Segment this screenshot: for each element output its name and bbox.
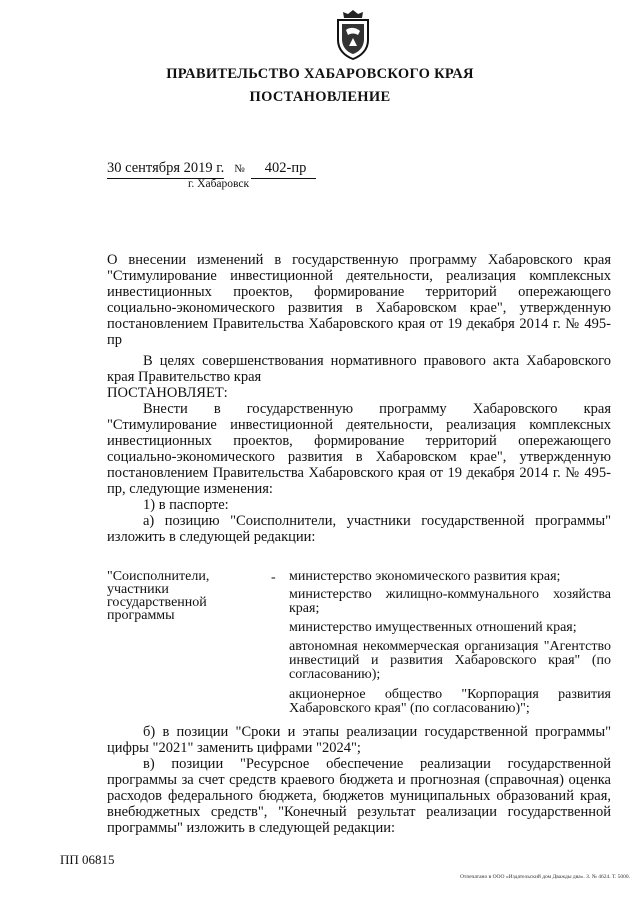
item-a: а) позицию "Соисполнители, участники государственной программы" изложить в следующей редакции: bbox=[107, 513, 611, 545]
table-left-label: "Соисполнители, участники государственной программы bbox=[107, 569, 210, 623]
item-b: б) в позиции "Сроки и этапы реализации государственной программы" цифры "2021" заменить цифрами "2024"; bbox=[107, 724, 611, 756]
main-paragraph: Внести в государственную программу Хабаровского края "Стимулирование инвестиционной деятельности, реализация комплексных инвестиционных проектов, формирование территорий опережающего социально-экономического развития в Хабаровском крае", утвержденную постановлением Правительства Хабаровского края от 19 декабря 2014 г. № 495-пр, следующие изменения: bbox=[107, 401, 611, 497]
document-city: г. Хабаровск bbox=[188, 178, 250, 190]
document-date: 30 сентября 2019 г. bbox=[107, 160, 224, 179]
number-sign: № bbox=[234, 163, 245, 175]
table-right-item: акционерное общество "Корпорация развития Хабаровского края" (по согласованию)"; bbox=[289, 687, 611, 716]
after-section bbox=[107, 724, 611, 836]
document-title: О внесении изменений в государственную программу Хабаровского края "Стимулирование инвестиционной деятельности, реализация комплексных инвестиционных проектов, формирование территорий опережающего социально-экономического развития в Хабаровском крае", утвержденную постановлением Правительства Хабаровского края от 19 декабря 2014 г. № 495-пр bbox=[107, 252, 611, 348]
item-1: 1) в паспорте: bbox=[143, 497, 229, 513]
table-dash: - bbox=[271, 570, 276, 585]
document-type: ПОСТАНОВЛЕНИЕ bbox=[249, 89, 391, 105]
coat-of-arms-icon bbox=[334, 8, 372, 60]
printer-note: Отпечатано в ООО «Издательский дом Дважды два». З. № 4624. Т. 5000. bbox=[459, 874, 630, 880]
authority-title: ПРАВИТЕЛЬСТВО ХАБАРОВСКОГО КРАЯ bbox=[166, 66, 474, 82]
document-code: ПП 06815 bbox=[60, 852, 115, 867]
table-right-item: министерство имущественных отношений края; bbox=[289, 620, 577, 635]
table-right-item: министерство жилищно-коммунального хозяйства края; bbox=[289, 587, 611, 616]
date-number-line bbox=[107, 160, 316, 179]
purpose-paragraph: В целях совершенствования нормативного правового акта Хабаровского края Правительство края bbox=[107, 353, 611, 385]
decree-word: ПОСТАНОВЛЯЕТ: bbox=[107, 385, 228, 401]
table-right-item: министерство экономического развития края; bbox=[289, 569, 561, 584]
document-body bbox=[107, 353, 611, 545]
document-number: 402-пр bbox=[251, 160, 317, 179]
table-right-item: автономная некоммерческая организация "Агентство инвестиций и развития Хабаровского края" (по согласованию); bbox=[289, 639, 611, 682]
item-c: в) позиции "Ресурсное обеспечение реализации государственной программы за счет средств краевого бюджета и прогнозная (справочная) оценка расходов федерального бюджета, бюджетов муниципальных образований края, внебюджетных средств", "Конечный результат реализации государственной программы" изложить в следующей редакции: bbox=[107, 756, 611, 836]
